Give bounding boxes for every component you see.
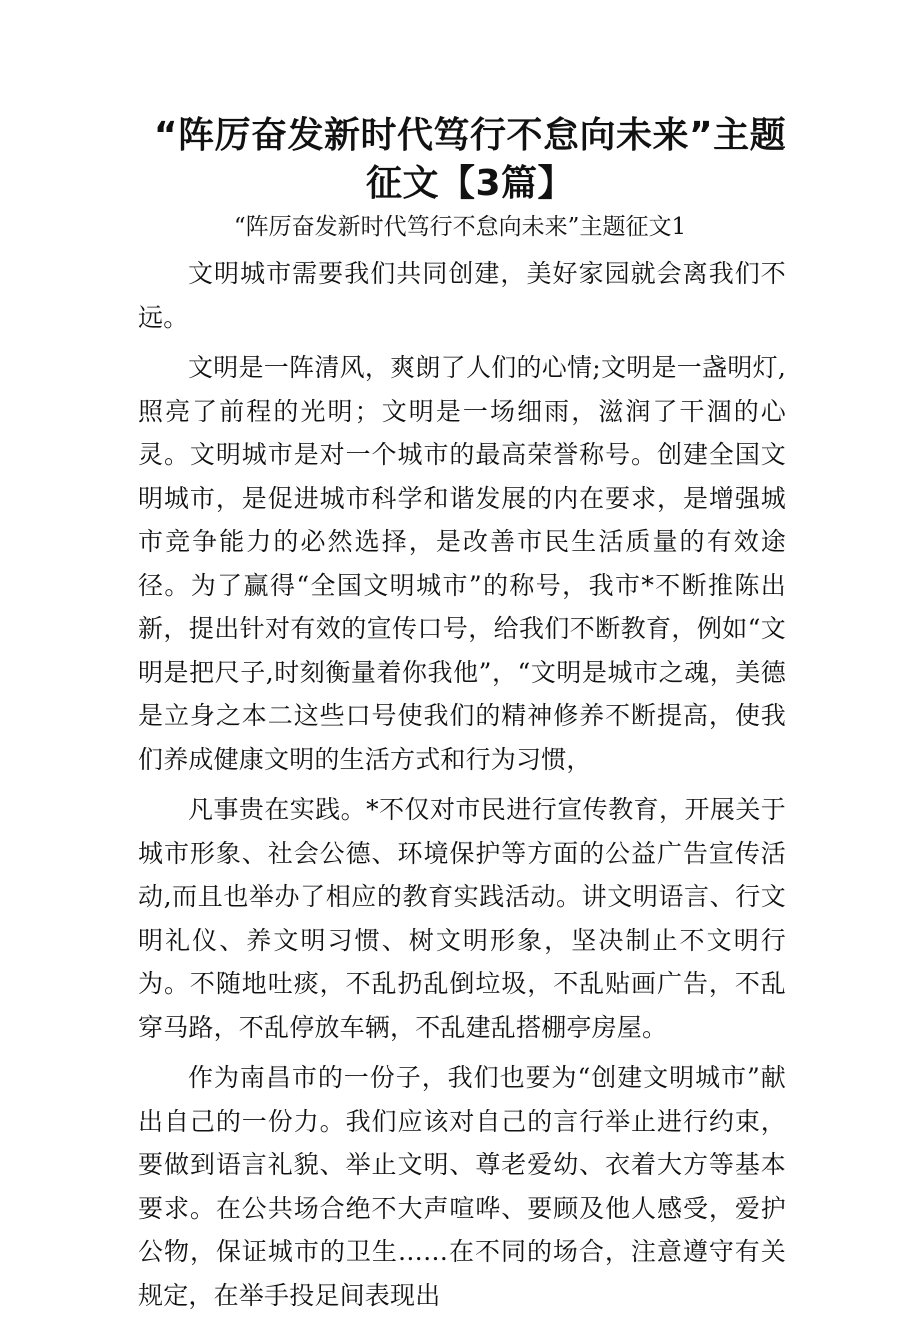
paragraph-4: 作为南昌市的一份子，我们也要为“创建文明城市”献出自己的一份力。我们应该对自己的言行举止进行约束，要做到语言礼貌、举止文明、尊老爱幼、衣着大方等基本要求。在公共场合绝不大声喧哗、要顾及他人感受，爱护公物，保证城市的卫生……在不同的场合，注意遵守有关规定，在举手投足间表现出 [138,1063,786,1310]
essay-subtitle: “阵厉奋发新时代笃行不怠向未来”主题征文1 [233,214,687,240]
paragraph-1: 文明城市需要我们共同创建，美好家园就会离我们不远。 [138,259,786,332]
essay-body [138,252,786,1324]
document-title: “阵厉奋发新时代笃行不怠向未来”主题征文【3篇】 [153,115,787,204]
paragraph-3: 凡事贵在实践。*不仅对市民进行宣传教育，开展关于城市形象、社会公德、环境保护等方面的公益广告宣传活动,而且也举办了相应的教育实践活动。讲文明语言、行文明礼仪、养文明习惯、树文明形象，坚决制止不文明行为。不随地吐痰，不乱扔乱倒垃圾，不乱贴画广告，不乱穿马路，不乱停放车辆，不乱建乱搭棚亭房屋。 [138,795,786,1042]
paragraph-2: 文明是一阵清风，爽朗了人们的心情;文明是一盏明灯,照亮了前程的光明；文明是一场细雨，滋润了干涸的心灵。文明城市是对一个城市的最高荣誉称号。创建全国文明城市，是促进城市科学和谐发展的内在要求，是增强城市竞争能力的必然选择，是改善市民生活质量的有效途径。为了赢得“全国文明城市”的称号，我市*不断推陈出新，提出针对有效的宣传口号，给我们不断教育，例如“文明是把尺子,时刻衡量着你我他”，“文明是城市之魂，美德是立身之本二这些口号使我们的精神修养不断提高，使我们养成健康文明的生活方式和行为习惯， [138,353,786,774]
